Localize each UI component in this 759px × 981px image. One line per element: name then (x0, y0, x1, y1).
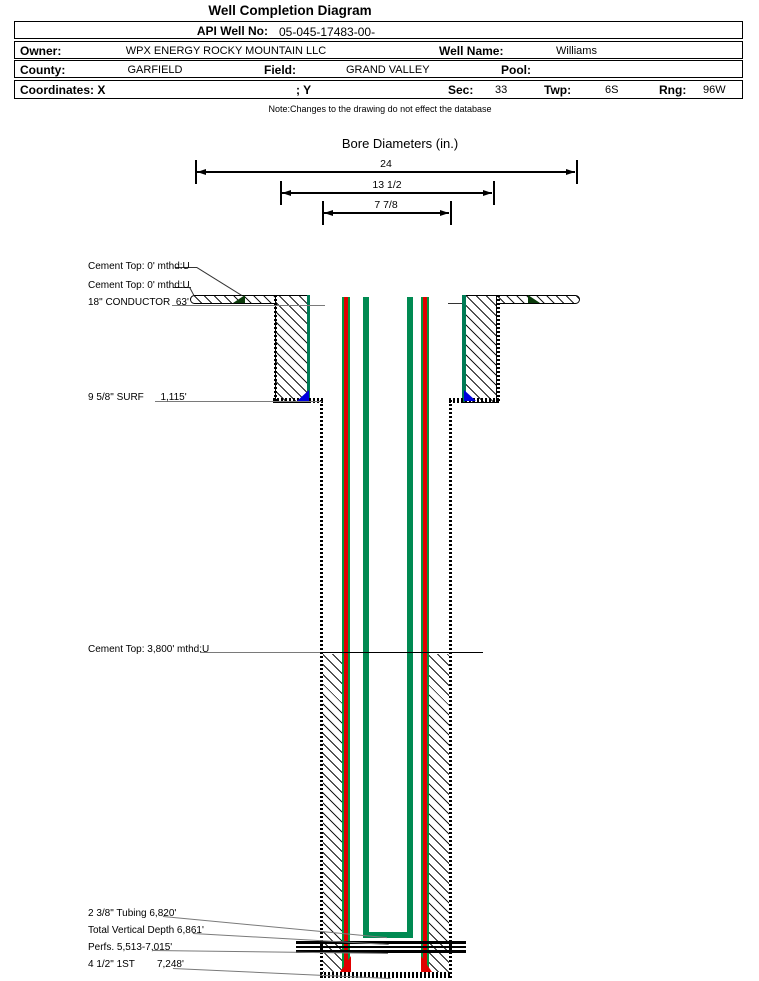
page-title: Well Completion Diagram (208, 3, 372, 18)
table-row-owner (14, 41, 743, 59)
field-label: Field: (264, 62, 296, 77)
table-row-county (14, 60, 743, 78)
arrow-right-icon (566, 169, 575, 175)
bore-diameters-title: Bore Diameters (in.) (341, 136, 459, 151)
perforation-bar (296, 946, 466, 949)
label-production-casing: 4 1/2" 1ST 7,248' (88, 959, 184, 970)
borehole-wall-lower-right (449, 400, 452, 978)
leader-cement-top-3800-gray (200, 652, 320, 653)
dim-tick (576, 160, 578, 184)
county-label: County: (20, 62, 66, 77)
dim-line (197, 171, 575, 173)
label-perfs: Perfs. 5,513-7,015' (88, 942, 173, 953)
database-note: Note:Changes to the drawing do not effect the database (268, 104, 492, 114)
twp-value: 6S (605, 84, 619, 96)
label-tvd: Total Vertical Depth 6,861' (88, 925, 204, 936)
surface-cement-column-right (462, 295, 497, 403)
borehole-wall-upper-right (497, 295, 500, 403)
dim-label-24: 24 (380, 158, 392, 170)
label-conductor: 18" CONDUCTOR 63' (88, 297, 189, 308)
surface-casing-line-right (462, 295, 466, 402)
dim-label-7-7-8: 7 7/8 (374, 199, 398, 211)
leader-cement-top-1-diag (196, 267, 242, 296)
label-cement-top-1: Cement Top: 0' mthd:U (88, 261, 190, 272)
rng-label: Rng: (659, 83, 687, 97)
sec-label: Sec: (448, 83, 474, 97)
arrow-left-icon (324, 210, 333, 216)
county-value: GARFIELD (127, 63, 183, 76)
table-row-coordinates (14, 80, 743, 99)
leader-cement-top-3800-black (320, 652, 483, 653)
cement-top-marker-icon-right (528, 295, 540, 303)
production-casing-line-left (342, 297, 350, 972)
borehole-wall-upper-left (274, 295, 277, 403)
arrow-right-icon (440, 210, 449, 216)
owner-label: Owner: (20, 43, 62, 58)
field-value: GRAND VALLEY (346, 63, 430, 76)
surface-shoe-icon-right (464, 390, 476, 401)
well-name-value: Williams (556, 44, 597, 57)
coordinates-label: Coordinates: X (20, 83, 106, 97)
production-shoe-icon-right (421, 956, 432, 972)
production-casing-line-right (421, 297, 429, 972)
surface-casing-line-left (307, 295, 311, 402)
surface-shoe-icon-left (297, 390, 309, 401)
dim-tick (493, 181, 495, 205)
api-well-no-label: API Well No: (196, 23, 268, 38)
dim-tick (450, 201, 452, 225)
dim-line (324, 212, 449, 214)
surface-line-right-stub (448, 303, 462, 304)
pool-label: Pool: (501, 62, 531, 77)
label-tubing: 2 3/8" Tubing 6,820' (88, 908, 177, 919)
tubing-string (363, 297, 413, 938)
twp-label: Twp: (544, 83, 572, 97)
well-name-label: Well Name: (439, 43, 504, 58)
arrow-right-icon (483, 190, 492, 196)
production-cement-left (323, 654, 344, 972)
dim-line (282, 192, 492, 194)
coordinates-y-label: ; Y (296, 83, 312, 97)
cement-top-marker-icon-left (233, 295, 245, 303)
label-cement-top-2: Cement Top: 0' mthd:U (88, 280, 190, 291)
arrow-left-icon (197, 169, 206, 175)
production-cement-right (428, 654, 449, 972)
dim-label-13-1-2: 13 1/2 (372, 179, 402, 191)
api-well-no-value: 05-045-17483-00- (279, 24, 376, 39)
arrow-left-icon (282, 190, 291, 196)
owner-value: WPX ENERGY ROCKY MOUNTAIN LLC (125, 44, 327, 57)
table-row-api (14, 21, 743, 39)
rng-value: 96W (703, 84, 726, 96)
label-surface-casing: 9 5/8" SURF 1,115' (88, 392, 187, 403)
sec-value: 33 (495, 84, 508, 96)
leader-conductor (172, 305, 325, 306)
leader-cement-top-2-diag (189, 287, 194, 295)
surface-cement-column-left (275, 295, 310, 403)
label-cement-top-3800: Cement Top: 3,800' mthd:U (88, 644, 210, 655)
production-shoe-icon-left (340, 956, 351, 972)
